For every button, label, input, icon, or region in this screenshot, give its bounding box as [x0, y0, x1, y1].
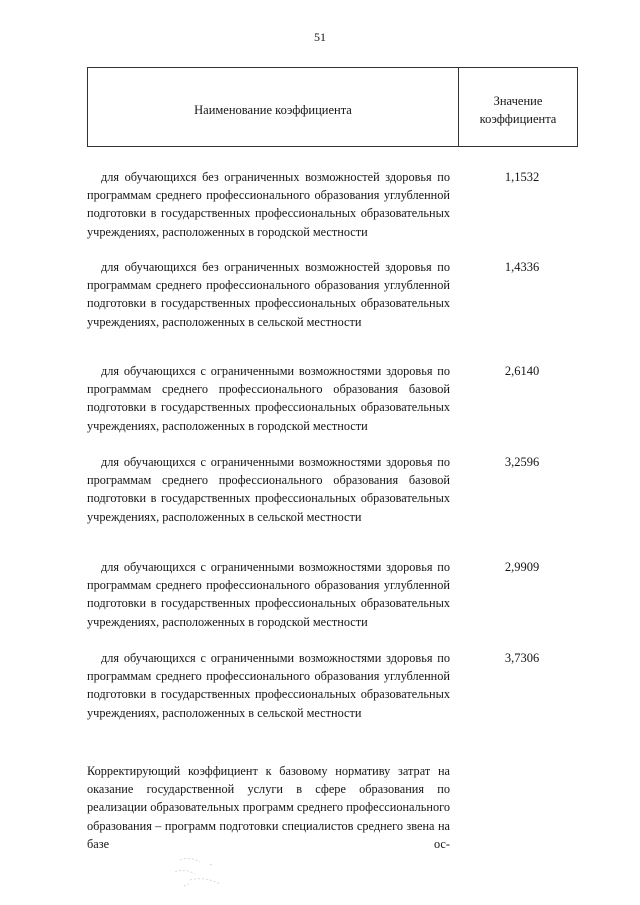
row-text-content: для обучающихся с ограниченными возможностями здоровья по программам среднего профессионального образования базовой подготовки в государственных профессиональных образовательных учреждениях, расположенных в сельской местности [87, 455, 450, 524]
row-text-content: для обучающихся с ограниченными возможностями здоровья по программам среднего профессионального образования углубленной подготовки в государственных профессиональных образовательных учреждениях, расположенных в городской местности [87, 560, 450, 629]
row-text [87, 453, 450, 526]
scan-smudge [160, 852, 250, 892]
row-text [87, 558, 450, 631]
footer-paragraph: Корректирующий коэффициент к базовому нормативу затрат на оказание государственной услуги в сфере образования по реализации образовательных программ среднего профессионального образования – программ подготовки специалистов среднего звена на базе ос- [87, 764, 450, 851]
row-text-content: для обучающихся с ограниченными возможностями здоровья по программам среднего профессионального образования базовой подготовки в государственных профессиональных образовательных учреждениях, расположенных в городской местности [87, 364, 450, 433]
row-value: 3,2596 [504, 455, 540, 469]
header-coefficient-value [459, 68, 577, 146]
header-value-line2: коэффициента [479, 112, 557, 126]
row-text-content: для обучающихся без ограниченных возможностей здоровья по программам среднего профессионального образования углубленной подготовки в государственных профессиональных образовательных учреждениях, расположенных в городской местности [87, 170, 450, 239]
row-value: 3,7306 [504, 651, 540, 665]
row-text [87, 168, 450, 241]
row-text [87, 362, 450, 435]
row-value: 2,6140 [504, 364, 540, 378]
header-value-line1: Значение [493, 94, 543, 108]
table-header [87, 67, 578, 147]
row-value: 2,9909 [504, 560, 540, 574]
row-text-content: для обучающихся с ограниченными возможностями здоровья по программам среднего профессионального образования углубленной подготовки в государственных профессиональных образовательных учреждениях, расположенных в сельской местности [87, 651, 450, 720]
row-text [87, 258, 450, 331]
row-value: 1,1532 [504, 170, 540, 184]
row-text [87, 649, 450, 722]
row-value: 1,4336 [504, 260, 540, 274]
row-text-content: для обучающихся без ограниченных возможностей здоровья по программам среднего профессионального образования углубленной подготовки в государственных профессиональных образовательных учреждениях, расположенных в сельской местности [87, 260, 450, 329]
page-number: 51 [314, 30, 326, 44]
header-coefficient-name: Наименование коэффициента [88, 68, 459, 146]
